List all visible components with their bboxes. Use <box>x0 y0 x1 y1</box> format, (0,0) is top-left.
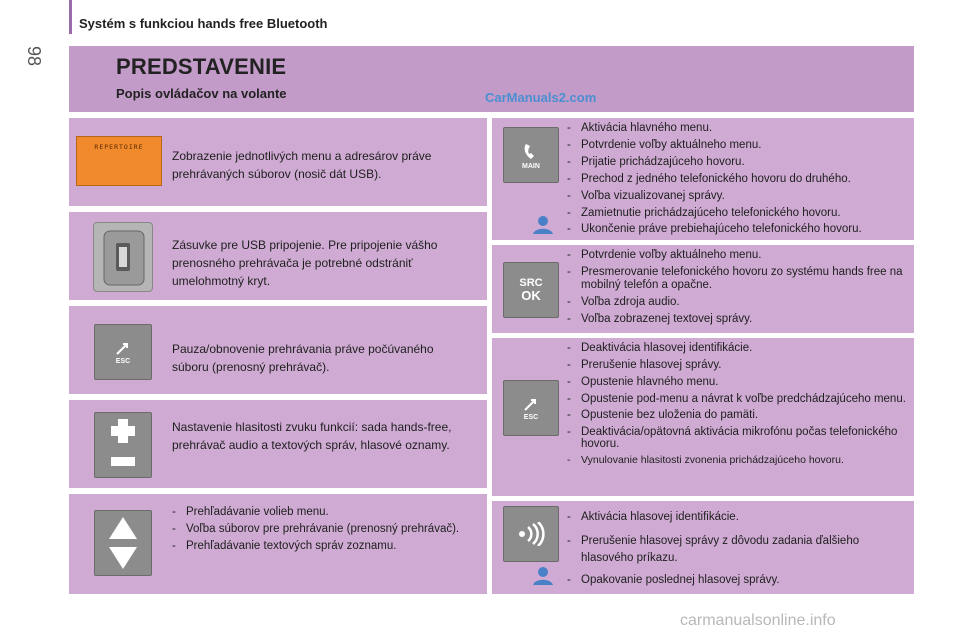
user-voice-icon <box>531 566 555 591</box>
voice-bullet-list <box>567 511 907 591</box>
user-voice-icon <box>531 215 555 240</box>
usb-description: Zásuvke pre USB pripojenie. Pre pripojenie vášho prenosného prehrávača je potrebné odstrániť umelohmotný kryt. <box>172 238 438 288</box>
list-item: - Opakovanie poslednej hlasovej správy. <box>567 574 907 587</box>
page-number: 98 <box>24 46 44 67</box>
list-item: - Prehľadávanie textových správ zoznamu. <box>172 540 472 553</box>
display-description: Zobrazenie jednotlivých menu a adresárov práve prehrávaných súborov (nosič dát USB). <box>172 149 432 181</box>
phone-main-icon: MAIN <box>503 127 559 183</box>
list-item: - Prechod z jedného telefonického hovoru do druhého. <box>567 173 907 186</box>
src-ok-icon: SRC OK <box>503 262 559 318</box>
list-item: - Deaktivácia hlasovej identifikácie. <box>567 342 912 355</box>
footer-watermark: carmanualsonline.info <box>680 612 836 629</box>
list-item: - Prerušenie hlasovej správy. <box>567 359 912 372</box>
list-item: - Potvrdenie voľby aktuálneho menu. <box>567 249 907 262</box>
page-title: PREDSTAVENIE <box>116 54 287 79</box>
list-item: - Presmerovanie telefonického hovoru zo systému hands free na mobilný telefón a opačne. <box>567 266 907 292</box>
arrows-bullet-list <box>172 506 472 557</box>
voice-icon <box>503 506 559 562</box>
list-item: - Voľba súborov pre prehrávanie (prenosný prehrávač). <box>172 523 472 536</box>
display-screen-icon: REPERTOIRE <box>76 136 162 186</box>
page-subtitle: Popis ovládačov na volante <box>116 86 287 101</box>
list-item: - Voľba zobrazenej textovej správy. <box>567 313 907 326</box>
list-item: - Potvrdenie voľby aktuálneho menu. <box>567 139 907 152</box>
list-item: - Deaktivácia/opätovná aktivácia mikrofónu počas telefonického hovoru. <box>567 426 912 450</box>
esc-pause-description: Pauza/obnovenie prehrávania práve počúvaného súboru (prenosný prehrávač). <box>172 342 434 374</box>
list-item: - Zamietnutie prichádzajúceho telefonického hovoru. <box>567 207 907 220</box>
plus-minus-icon <box>94 412 152 478</box>
src-bullet-list <box>567 249 907 330</box>
list-item: - Vynulovanie hlasitosti zvonenia prichádzajúceho hovoru. <box>567 454 912 467</box>
list-item: - Prijatie prichádzajúceho hovoru. <box>567 156 907 169</box>
list-item: - Opustenie bez uloženia do pamäti. <box>567 409 912 422</box>
list-item: - Prehľadávanie volieb menu. <box>172 506 472 519</box>
list-item: - Opustenie hlavného menu. <box>567 376 912 389</box>
list-item: - Prerušenie hlasovej správy z dôvodu zadania ďalšieho hlasového príkazu. <box>567 533 907 567</box>
list-item: - Aktivácia hlasovej identifikácie. <box>567 511 907 524</box>
header-accent-bar <box>69 0 72 34</box>
list-item: - Opustenie pod-menu a návrat k voľbe predchádzajúceho menu. <box>567 393 912 405</box>
list-item: - Aktivácia hlavného menu. <box>567 122 907 135</box>
list-item: - Ukončenie práve prebiehajúceho telefonického hovoru. <box>567 224 907 235</box>
usb-socket-icon <box>93 222 153 292</box>
watermark-link[interactable]: CarManuals2.com <box>485 90 597 105</box>
esc-icon: ESC <box>94 324 152 380</box>
list-item: - Voľba vizualizovanej správy. <box>567 190 907 203</box>
section-title: Systém s funkciou hands free Bluetooth <box>79 16 328 31</box>
list-item: - Voľba zdroja audio. <box>567 296 907 309</box>
esc-bullet-list <box>567 342 912 471</box>
main-bullet-list <box>567 122 907 239</box>
volume-description: Nastavenie hlasitosti zvuku funkcií: sada hands-free, prehrávač audio a textových správ, hlasové oznamy. <box>172 420 452 452</box>
esc-icon: ESC <box>503 380 559 436</box>
up-down-arrows-icon <box>94 510 152 576</box>
